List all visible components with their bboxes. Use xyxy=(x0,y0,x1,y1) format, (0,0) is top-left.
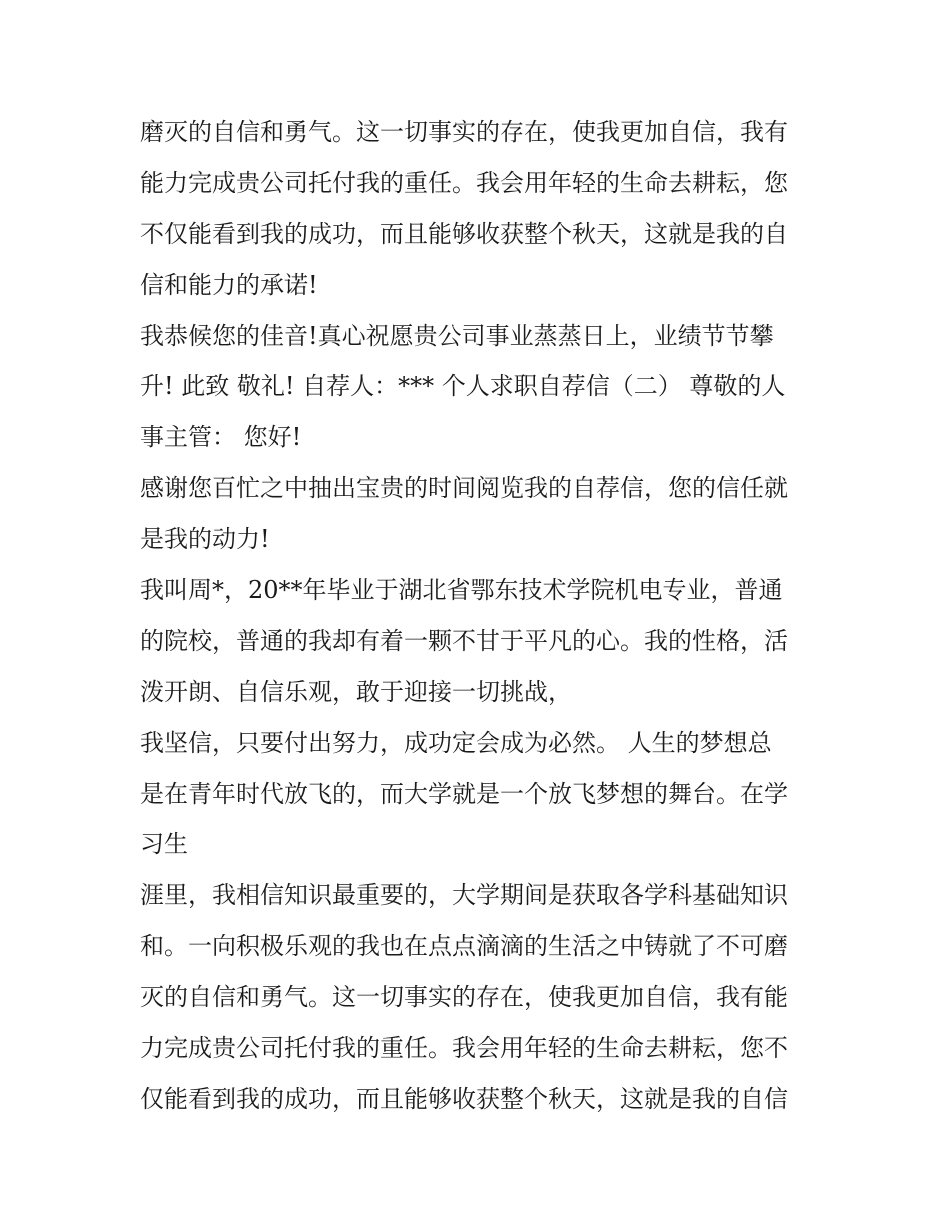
text-line: 磨灭的自信和勇气。这一切事实的存在，使我更加自信，我有 xyxy=(140,118,788,146)
text-line: 泼开朗、自信乐观，敢于迎接一切挑战， xyxy=(140,677,572,706)
text-line: 感谢您百忙之中抽出宝贵的时间阅览我的自荐信，您的信任就 xyxy=(140,474,788,503)
text-line: 不仅能看到我的成功，而且能够收获整个秋天，这就是我的自 xyxy=(140,219,788,248)
text-line: 我叫周*，20**年毕业于湖北省鄂东技术学院机电专业，普通 xyxy=(140,576,783,605)
text-line: 升! 此致 敬礼! 自荐人：*** 个人求职自荐信（二） 尊敬的人 xyxy=(140,372,786,401)
text-line: 和。一向积极乐观的我也在点点滴滴的生活之中铸就了不可磨 xyxy=(140,932,788,961)
text-line: 是在青年时代放飞的，而大学就是一个放飞梦想的舞台。在学 xyxy=(140,779,788,808)
text-line: 是我的动力! xyxy=(140,525,270,554)
text-line: 信和能力的承诺! xyxy=(140,270,318,299)
text-line: 能力完成贵公司托付我的重任。我会用年轻的生命去耕耘，您 xyxy=(140,168,788,197)
text-line: 涯里，我相信知识最重要的，大学期间是获取各学科基础知识 xyxy=(140,881,788,910)
body-text xyxy=(140,107,820,1125)
text-line: 灭的自信和勇气。这一切事实的存在，使我更加自信，我有能 xyxy=(140,983,788,1012)
text-line: 力完成贵公司托付我的重任。我会用年轻的生命去耕耘，您不 xyxy=(140,1034,788,1063)
text-line: 事主管： 您好! xyxy=(140,423,302,452)
text-line: 的院校，普通的我却有着一颗不甘于平凡的心。我的性格，活 xyxy=(140,626,788,655)
text-line: 我恭候您的佳音!真心祝愿贵公司事业蒸蒸日上，业绩节节攀 xyxy=(140,321,774,350)
text-line: 仅能看到我的成功，而且能够收获整个秋天，这就是我的自信 xyxy=(140,1084,788,1113)
text-line: 我坚信，只要付出努力，成功定会成为必然。 人生的梦想总 xyxy=(140,728,772,757)
text-line: 习生 xyxy=(140,830,188,859)
